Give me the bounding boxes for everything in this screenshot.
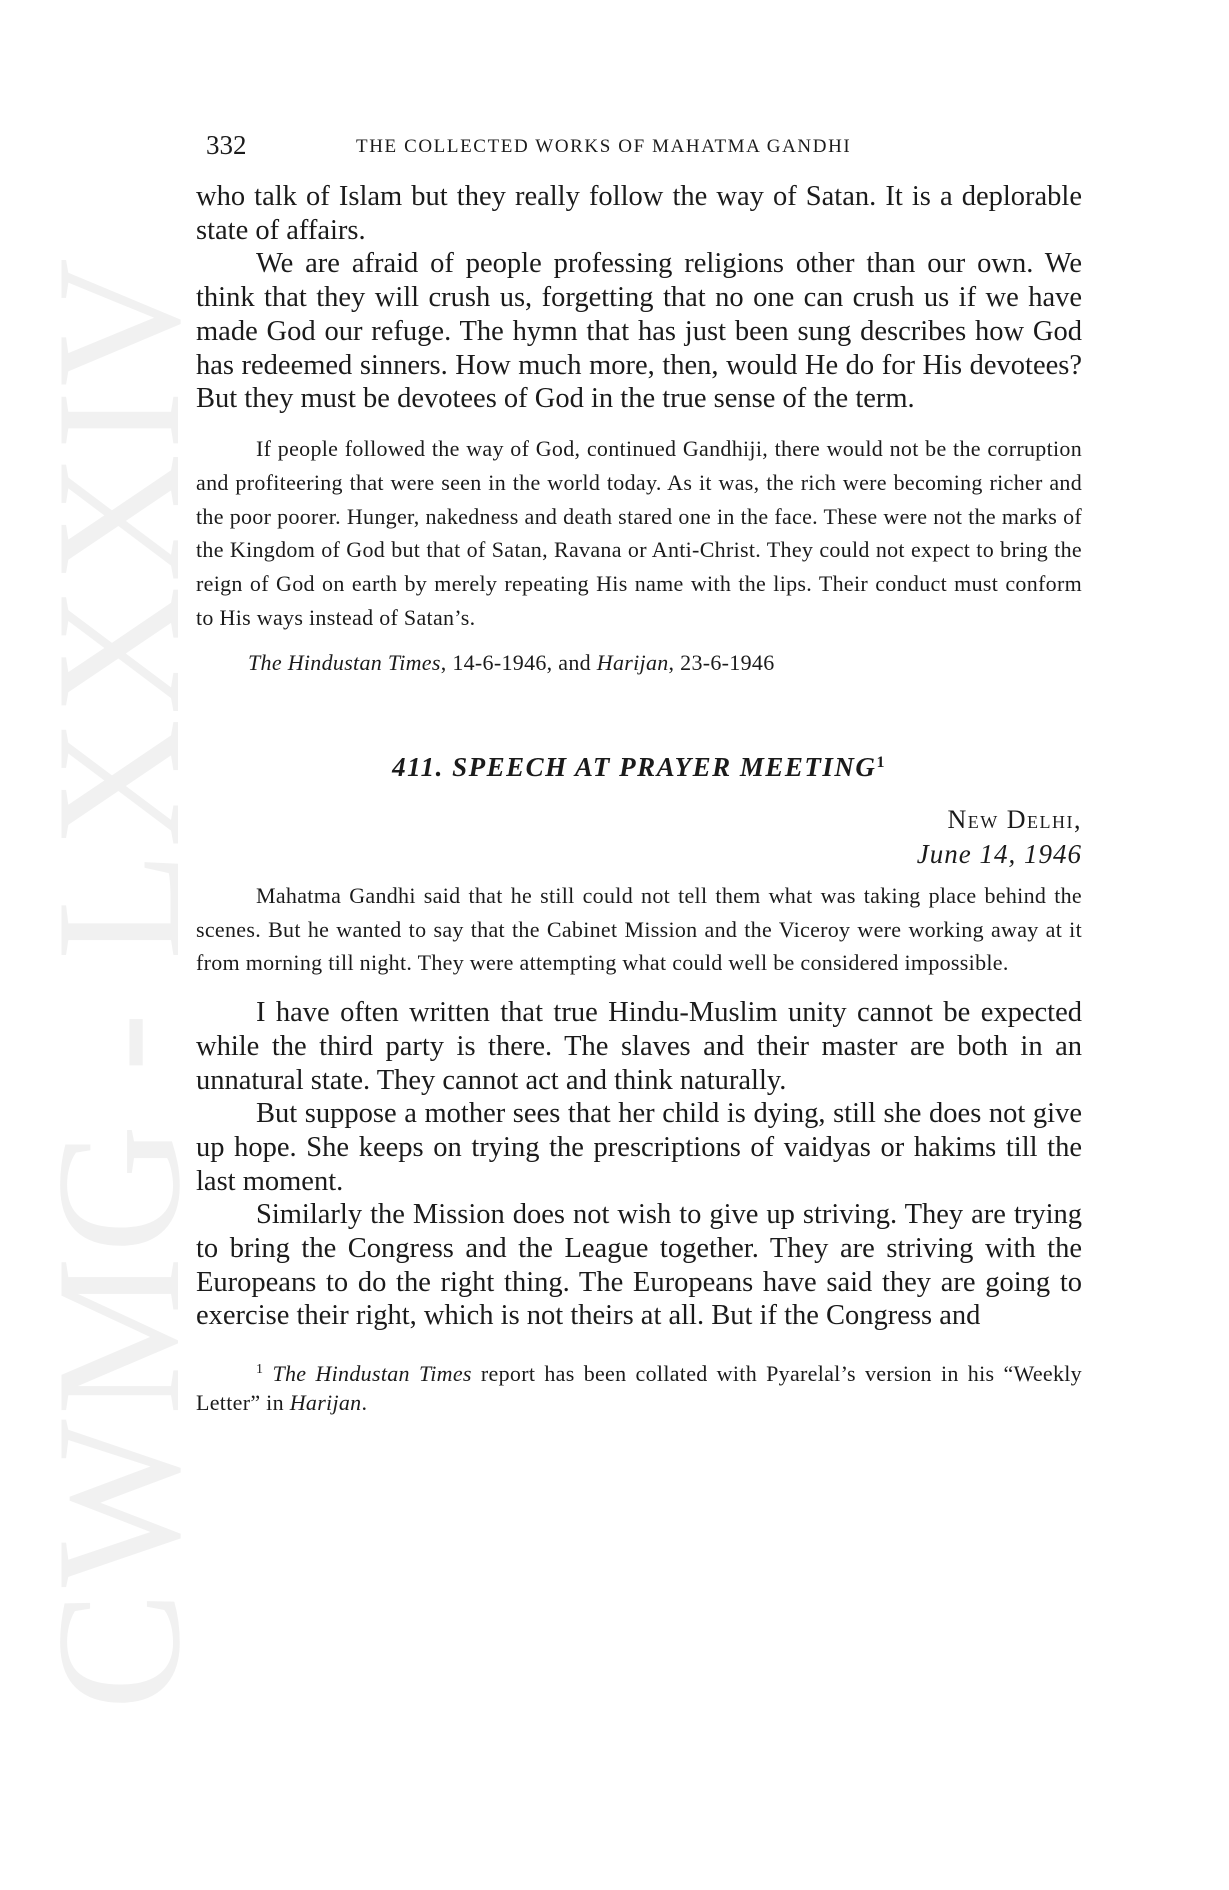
- paragraph: I have often written that true Hindu-Muslim unity cannot be expected while the third party is there. The slaves and their master are both in an unnatural state. They cannot act and think naturally.: [196, 997, 1082, 1096]
- watermark: CWMG - LXXXIV: [19, 253, 217, 1710]
- reported-paragraph: If people followed the way of God, continued Gandhiji, there would not be the corruption and profiteering that were seen in the world today. As it was, the rich were becoming richer and the poor poorer. Hunger, nakedness and death stared one in the face. These were not the marks of the Kingdom of God but that of Satan, Ravana or Anti-Christ. They could not expect to bring the reign of God on earth by merely repeating His name with the lips. Their conduct must conform to His ways instead of Satan’s.: [196, 435, 1082, 630]
- paragraph-continuation: who talk of Islam but they really follow the way of Satan. It is a deplorable state of affairs.: [196, 181, 1082, 246]
- footnote: [196, 1355, 1082, 1417]
- section-title: SPEECH AT PRAYER MEETING: [452, 751, 877, 782]
- book-title: THE COLLECTED WORKS OF MAHATMA GANDHI: [356, 136, 852, 157]
- paragraph: We are afraid of people professing religions other than our own. We think that they will crush us, forgetting that no one can crush us if we have made God our refuge. The hymn that has just been sung describes how God has redeemed sinners. How much more, then, would He do for His devotees? But they must be devotees of God in the true sense of the term.: [196, 248, 1082, 415]
- footnote-text-end: .: [361, 1390, 368, 1416]
- page-content: [196, 180, 1082, 1417]
- source-paper-1: The Hindustan Times: [248, 649, 441, 675]
- dateline-place: New Delhi,: [947, 804, 1082, 834]
- source-date-2: , 23-6-1946: [668, 649, 775, 675]
- source-date-1: , 14-6-1946, and: [440, 649, 597, 675]
- footnote-journal: Harijan: [289, 1390, 362, 1416]
- section-heading: [196, 752, 1082, 783]
- page-number: 332: [206, 130, 247, 160]
- footnote-marker: 1: [256, 1362, 264, 1378]
- footnote-reference: 1: [876, 753, 886, 771]
- paragraph: But suppose a mother sees that her child is dying, still she does not give up hope. She keeps on trying the prescriptions of vaidyas or hakims till the last moment.: [196, 1098, 1082, 1197]
- paragraph: Similarly the Mission does not wish to give up striving. They are trying to bring the Congress and the League together. They are striving with the Europeans to do the right thing. The Europeans have said they are going to exercise their right, which is not theirs at all. But if the Congress and: [196, 1199, 1082, 1332]
- reported-paragraph: Mahatma Gandhi said that he still could not tell them what was taking place behind the scenes. But he wanted to say that the Cabinet Mission and the Viceroy were working away at it from morning till night. They were attempting what could well be considered impossible.: [196, 882, 1082, 976]
- source-citation: [248, 650, 1082, 676]
- source-paper-2: Harijan: [596, 649, 669, 675]
- dateline-date: June 14, 1946: [916, 838, 1082, 869]
- footnote-paper: The Hindustan Times: [272, 1361, 472, 1387]
- footnote-text: report has been collated with Pyarelal’s version in his “Weekly Letter” in: [196, 1361, 1082, 1416]
- section-number: 411.: [392, 751, 444, 782]
- running-head: [196, 130, 1082, 164]
